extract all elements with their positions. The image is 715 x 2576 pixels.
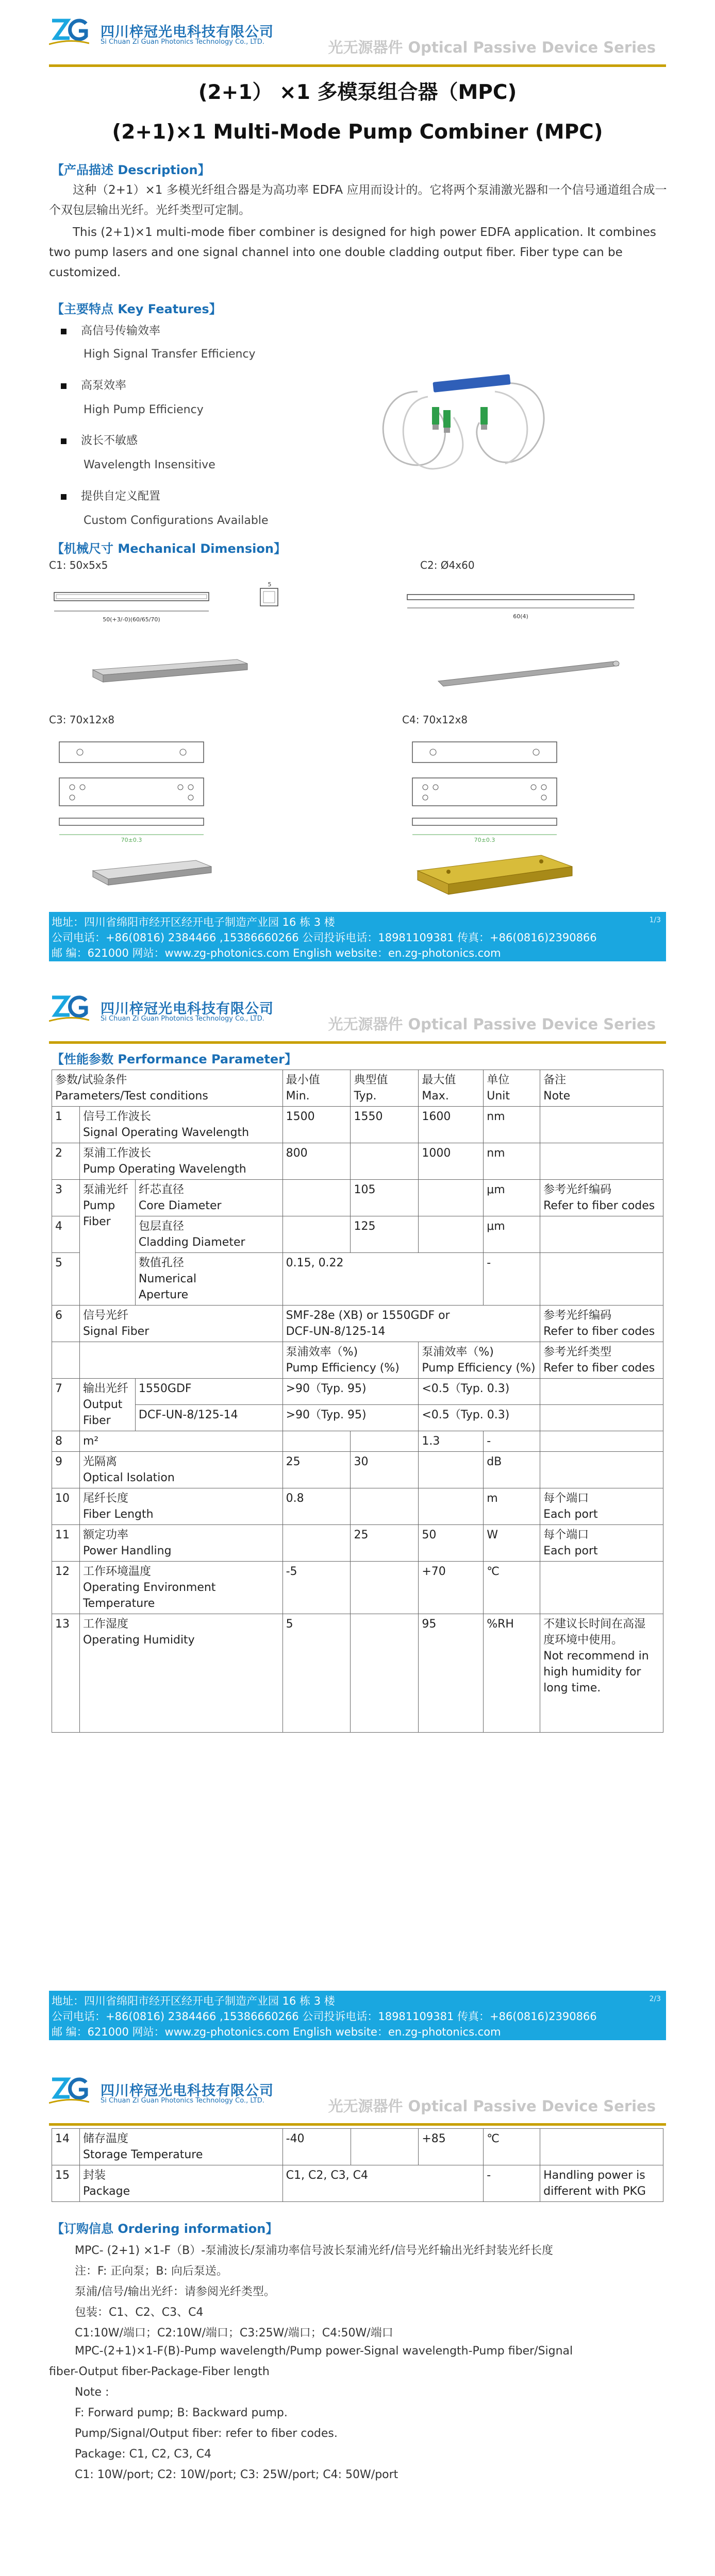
footer-phones: 公司电话：+86(0816) 2384466 ,15386660266 公司投诉电话：18981109381 传真：+86(0816)2390866 <box>52 2010 597 2023</box>
package-c1-label: C1: 50x5x5 <box>49 559 108 571</box>
table-row: 12 工作环境温度 Operating Environment Temperature -5 +70 ℃ <box>52 1562 663 1614</box>
order-line: 注：F: 正向泵；B: 向后泵送。 <box>75 2265 228 2278</box>
series-slogan: 光无源器件 Optical Passive Device Series <box>328 1015 656 1033</box>
company-name-cn: 四川梓冠光电科技有限公司 <box>101 1001 274 1017</box>
order-line: C1:10W/端口；C2:10W/端口；C3:25W/端口；C4:50W/端口 <box>75 2327 393 2340</box>
page-header <box>49 2074 666 2126</box>
description-en: This (2+1)×1 multi-mode fiber combiner is designed for high power EDFA application. It combines two pump lasers and one signal channel into one double cladding output fiber. Fiber type can be customized. <box>49 226 656 279</box>
company-logo <box>49 15 89 47</box>
svg-text:50(+3/-0)(60/65/70): 50(+3/-0)(60/65/70) <box>103 616 160 623</box>
table-row: 10 尾纤长度 Fiber Length 0.8 m 每个端口 Each port <box>52 1488 663 1525</box>
order-line: MPC- (2+1) ×1-F（B）-泵浦波长/泵浦功率信号波长泵浦光纤/信号光纤输出光纤封装光纤长度 <box>75 2244 554 2257</box>
order-line: 泵浦/信号/输出光纤：请参阅光纤类型。 <box>75 2285 275 2298</box>
ordering-heading: 【订购信息 Ordering information】 <box>52 2222 278 2236</box>
c3-drawing <box>49 732 224 845</box>
feature-item: 提供自定义配置 <box>61 487 160 503</box>
company-name-en: Si Chuan Zi Guan Photonics Technology Co., LTD. <box>101 1015 264 1023</box>
order-line: fiber-Output fiber-Package-Fiber length <box>49 2365 270 2378</box>
package-c2-label: C2: Ø4x60 <box>420 559 475 571</box>
table-row: 15 封装 Package C1, C2, C3, C4 - Handling power is different with PKG <box>52 2165 663 2202</box>
description-cn: 这种（2+1）×1 多模光纤组合器是为高功率 EDFA 应用而设计的。它将两个泵浦激光器和一个信号通道组合成一个双包层输出光纤。光纤类型可定制。 <box>49 183 667 217</box>
spec-table-continued <box>52 2128 663 2202</box>
company-name-cn: 四川梓冠光电科技有限公司 <box>101 24 274 40</box>
page-3 <box>0 2043 715 2576</box>
table-row: 9 光隔离 Optical Isolation 25 30 dB <box>52 1452 663 1488</box>
company-name-cn: 四川梓冠光电科技有限公司 <box>101 2083 274 2099</box>
svg-text:70±0.3: 70±0.3 <box>121 837 142 843</box>
order-line: Package: C1, C2, C3, C4 <box>75 2448 211 2461</box>
footer-phones: 公司电话：+86(0816) 2384466 ,15386660266 公司投诉电话：18981109381 传真：+86(0816)2390866 <box>52 931 597 944</box>
series-slogan: 光无源器件 Optical Passive Device Series <box>328 2097 656 2115</box>
table-row: 6 信号光纤 Signal Fiber SMF-28e (XB) or 1550GDF or DCF-UN-8/125-14 参考光纤编码 Refer to fiber codes <box>52 1306 663 1342</box>
page-number: 2/3 <box>649 1995 661 2003</box>
table-row: 4 包层直径 Cladding Diameter 125 μm <box>52 1216 663 1253</box>
order-line: C1: 10W/port; C2: 10W/port; C3: 25W/port; C4: 50W/port <box>75 2468 398 2481</box>
svg-text:60(4): 60(4) <box>513 613 528 620</box>
footer-address: 地址：四川省绵阳市经开区经开电子制造产业园 16 栋 3 楼 <box>52 1995 335 2007</box>
feature-item: 高泵效率 <box>61 377 126 393</box>
svg-text:5: 5 <box>268 582 272 588</box>
performance-heading: 【性能参数 Performance Parameter】 <box>52 1052 297 1066</box>
order-line: 包装：C1、C2、C3、C4 <box>75 2306 204 2319</box>
page-title-en: (2+1)×1 Multi-Mode Pump Combiner (MPC) <box>112 121 603 144</box>
series-slogan: 光无源器件 Optical Passive Device Series <box>328 39 656 56</box>
feature-item: 波长不敏感 <box>61 432 138 448</box>
company-logo <box>49 992 89 1024</box>
footer-web: 邮 编：621000 网站：www.zg-photonics.com English website：en.zg-photonics.com <box>52 2026 501 2038</box>
table-row: 7 输出光纤 Output Fiber 1550GDF >90（Typ. 95) <0.5（Typ. 0.3) <box>52 1379 663 1405</box>
c2-render <box>433 654 629 690</box>
page-number: 1/3 <box>649 916 661 924</box>
feature-item-en: Custom Configurations Available <box>84 514 269 527</box>
table-row: 14 储存温度 Storage Temperature -40 +85 ℃ <box>52 2129 663 2165</box>
mechanical-heading: 【机械尺寸 Mechanical Dimension】 <box>52 541 286 556</box>
feature-item-en: Wavelength Insensitive <box>84 459 215 471</box>
c4-render <box>412 845 583 902</box>
table-row: 8 m² 1.3 - <box>52 1431 663 1452</box>
company-logo <box>49 2074 89 2106</box>
spec-table <box>52 1070 663 1733</box>
page-footer <box>49 912 666 961</box>
package-c3-label: C3: 70x12x8 <box>49 714 115 726</box>
order-line: F: Forward pump; B: Backward pump. <box>75 2406 288 2419</box>
order-line: Note : <box>75 2386 109 2399</box>
package-c4-label: C4: 70x12x8 <box>402 714 468 726</box>
table-row: 泵浦效率（%) Pump Efficiency (%) 泵浦效率（%) Pump Efficiency (%) 参考光纤类型 Refer to fiber codes <box>52 1342 663 1379</box>
feature-item-en: High Pump Efficiency <box>84 403 204 416</box>
page-header <box>49 992 666 1044</box>
order-line: MPC-(2+1)×1-F(B)-Pump wavelength/Pump power-Signal wavelength-Pump fiber/Signal <box>75 2345 573 2358</box>
table-row: 5 数值孔径 Numerical Aperture 0.15, 0.22 - <box>52 1253 663 1306</box>
page-2 <box>0 961 715 2043</box>
c3-render <box>88 850 222 891</box>
product-photo <box>371 335 557 489</box>
c1-drawing <box>49 582 307 629</box>
c1-render <box>82 654 258 696</box>
footer-address: 地址：四川省绵阳市经开区经开电子制造产业园 16 栋 3 楼 <box>52 916 335 928</box>
description-heading: 【产品描述 Description】 <box>52 163 210 177</box>
order-line: Pump/Signal/Output fiber: refer to fiber codes. <box>75 2427 338 2440</box>
footer-web: 邮 编：621000 网站：www.zg-photonics.com English website：en.zg-photonics.com <box>52 947 501 959</box>
c4-drawing <box>402 732 577 845</box>
company-name-en: Si Chuan Zi Guan Photonics Technology Co., LTD. <box>101 38 264 46</box>
table-row: 1 信号工作波长 Signal Operating Wavelength 1500 1550 1600 nm <box>52 1107 663 1143</box>
company-name-en: Si Chuan Zi Guan Photonics Technology Co., LTD. <box>101 2097 264 2105</box>
table-row: DCF-UN-8/125-14 >90（Typ. 95) <0.5（Typ. 0.3) <box>52 1405 663 1431</box>
page-title-cn: (2+1） ×1 多模泵组合器（MPC) <box>198 81 517 104</box>
table-row: 2 泵浦工作波长 Pump Operating Wavelength 800 1000 nm <box>52 1143 663 1180</box>
table-header-row: 参数/试验条件 Parameters/Test conditions 最小值 Min. 典型值 Typ. 最大值 Max. 单位 Unit 备注 Note <box>52 1070 663 1107</box>
table-row: 11 额定功率 Power Handling 25 50 W 每个端口 Each port <box>52 1525 663 1562</box>
page-header <box>49 15 666 67</box>
table-row: 13 工作湿度 Operating Humidity 5 95 %RH 不建议长时间在高湿 度环境中使用。 Not recommend in high humidity for long time. <box>52 1614 663 1733</box>
feature-item-en: High Signal Transfer Efficiency <box>84 348 256 361</box>
feature-item: 高信号传输效率 <box>61 322 160 338</box>
page-footer <box>49 1991 666 2040</box>
page-1 <box>0 0 715 961</box>
features-heading: 【主要特点 Key Features】 <box>52 302 222 316</box>
table-row: 3 泵浦光纤 Pump Fiber 纤芯直径 Core Diameter 105 μm 参考光纤编码 Refer to fiber codes <box>52 1180 663 1216</box>
c2-drawing <box>402 582 650 629</box>
svg-text:70±0.3: 70±0.3 <box>474 837 495 843</box>
